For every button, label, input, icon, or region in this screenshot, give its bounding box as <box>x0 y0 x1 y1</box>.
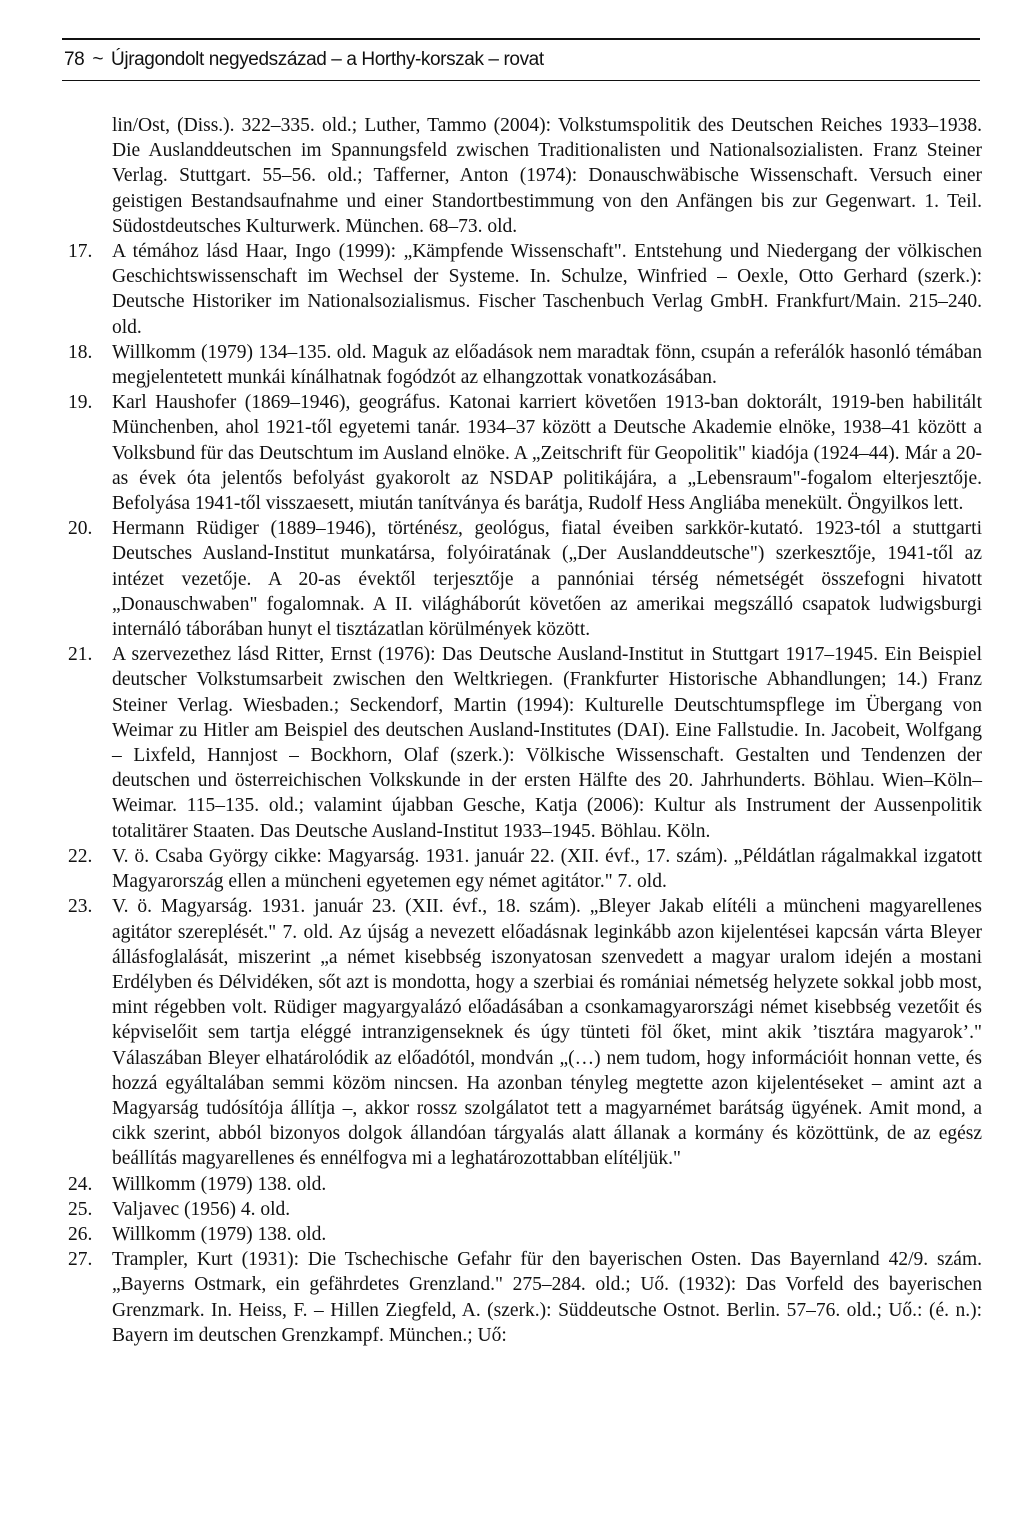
endnote-text: lin/Ost, (Diss.). 322–335. old.; Luther, Tammo (2004): Volkstumspolitik des Deutschen Reiches 1933–1938. Die Auslanddeutschen im Spannungsfeld zwischen Traditionalisten und Nationalsozialisten. Franz Steiner Verlag. Stuttgart. 55–56. old.; Tafferner, Anton (1974): Donauschwäbische Wissenschaft. Versuch einer geistigen Bestandsaufnahme und einer Standortbestimmung von den Anfängen bis zur Gegenwart. 1. Teil. Südostdeutsches Kulturwerk. München. 68–73. old. <box>112 115 982 237</box>
endnote-22 <box>68 844 982 894</box>
endnote-continued <box>68 113 982 239</box>
endnote-text: A témához lásd Haar, Ingo (1999): „Kämpfende Wissenschaft". Entstehung und Niedergang der völkischen Geschichtswissenschaft im Wechsel der Systeme. In. Schulze, Winfried – Oexle, Otto Gerhard (szerk.): Deutsche Historiker im Nationalsozialismus. Fischer Taschenbuch Verlag GmbH. Frankfurt/Main. 215–240. old. <box>112 241 982 338</box>
page-number: 78 <box>64 49 85 70</box>
endnote-text: Willkomm (1979) 134–135. old. Maguk az előadások nem maradtak fönn, csupán a referálók hasonló témában megjelentetett munkái kínálhatnak fogódzót az elhangzottak vonatkozásában. <box>112 341 982 389</box>
endnote-number: 20. <box>68 518 93 540</box>
endnote-number: 24. <box>68 1173 93 1195</box>
endnote-25 <box>68 1197 982 1222</box>
endnote-21 <box>68 642 982 844</box>
endnote-27 <box>68 1247 982 1348</box>
endnote-text: V. ö. Magyarság. 1931. január 23. (XII. évf., 18. szám). „Bleyer Jakab elítéli a müncheni magyarellenes agitátor szereplését." 7. old. Az újság a nevezett előadásnak leginkább azon kijelentései kapcsán várta Bleyer állásfoglalását, miszerint „a német kisebbség iszonyatosan szenvedett a magyar uralom idején a mostani Erdélyben és Délvidéken, sőt azt is mondotta, hogy a szerbiai és romániai németség helyzete sokkal jobb most, mint régebben volt. Rüdiger magyargyalázó előadásában a csonkamagyarországi német kisebbség vezetőit és képviselőit sem tartja eléggé intranzigenseknek és úgy tünteti föl őket, mint akik ’tisztára magyarok’." Válaszában Bleyer elhatárolódik az előadótól, mondván „(…) nem tudom, hogy információit honnan vette, és hozzá egyáltalában semmi közöm nincsen. Ha azonban tényleg megtette azon kijelentéseket – amint azt a Magyarság tudósítója állítja –, akkor rossz szolgálatot tett a magyarnémet barátság ügyének. Amit mond, a cikk szerint, abból bizonyos dolgok állandóan tárgyalás alatt állanak a kormány és közöttünk, de az egész beállítás magyarellenes és ennélfogva mi a leghatározottabban elítéljük." <box>112 896 982 1170</box>
endnote-20 <box>68 516 982 642</box>
endnote-text: Hermann Rüdiger (1889–1946), történész, geológus, fiatal éveiben sarkkör-kutató. 1923-tól a stuttgarti Deutsches Ausland-Institut munkatársa, folyóiratának („Der Auslanddeutsche") szerkesztője, 1941-től az intézet vezetője. A 20-as évektől terjesztője a pannóniai térség németségét összefogni hivatott „Donauschwaben" fogalomnak. A II. világháborút követően az amerikai megszálló csapatok ludwigsburgi internáló táborában hunyt el tisztázatlan körülmények között. <box>112 518 982 641</box>
endnote-18 <box>68 340 982 390</box>
endnote-26 <box>68 1222 982 1247</box>
endnote-number: 18. <box>68 341 93 363</box>
header-separator: ~ <box>92 49 104 70</box>
endnote-number: 19. <box>68 392 93 414</box>
endnote-text: A szervezethez lásd Ritter, Ernst (1976): Das Deutsche Ausland-Institut in Stuttgart 1917–1945. Ein Beispiel deutscher Volkstumsarbeit zwischen den Weltkriegen. (Frankfurter Historische Abhandlungen; 14.) Franz Steiner Verlag. Wiesbaden.; Seckendorf, Martin (1994): Kulturelle Deutschtumspflege im Übergang von Weimar zu Hitler am Beispiel des deutschen Ausland-Institutes (DAI). Eine Fallstudie. In. Jacobeit, Wolfgang – Lixfeld, Hannjost – Bockhorn, Olaf (szerk.): Völkische Wissenschaft. Gestalten und Tendenzen der deutschen und österreichischen Volkskunde in der ersten Hälfte des 20. Jahrhunderts. Böhlau. Wien–Köln–Weimar. 115–135. old.; valamint újabban Gesche, Katja (2006): Kultur als Instrument der Aussenpolitik totalitärer Staaten. Das Deutsche Ausland-Institut 1933–1945. Böhlau. Köln. <box>112 644 982 842</box>
endnote-number: 26. <box>68 1223 93 1245</box>
endnote-text: Valjavec (1956) 4. old. <box>112 1198 291 1220</box>
endnote-number: 23. <box>68 896 93 918</box>
endnotes-list <box>68 113 982 1348</box>
endnote-24 <box>68 1172 982 1197</box>
endnote-number: 17. <box>68 241 93 263</box>
endnote-text: Trampler, Kurt (1931): Die Tschechische Gefahr für den bayerischen Osten. Das Bayernland 42/9. szám. „Bayerns Ostmark, ein gefährdetes Grenzland." 275–284. old.; Uő. (1932): Das Vorfeld des bayerischen Grenzmark. In. Heiss, F. – Hillen Ziegfeld, A. (szerk.): Süddeutsche Ostnot. Berlin. 57–76. old.; Uő.: (é. n.): Bayern im deutschen Grenzkampf. München.; Uő: <box>112 1249 982 1346</box>
endnote-17 <box>68 239 982 340</box>
endnote-text: Willkomm (1979) 138. old. <box>112 1223 327 1245</box>
endnote-text: Willkomm (1979) 138. old. <box>112 1173 327 1195</box>
endnote-number: 25. <box>68 1198 93 1220</box>
endnote-number: 22. <box>68 845 93 867</box>
endnote-text: Karl Haushofer (1869–1946), geográfus. Katonai karriert követően 1913-ban doktorált, 1919-ben habilitált Münchenben, ahol 1921-től egyetemi tanár. 1934–37 között a Deutsche Akademie elnöke, 1938–41 között a Volksbund für das Deutschtum im Ausland elnöke. A „Zeitschrift für Geopolitik" kiadója (1924–44). Már a 20-as évek óta jelentős befolyást gyakorolt az NSDAP politikájára, a „Lebensraum"-fogalom elterjesztője. Befolyása 1941-től visszaesett, miután tanítványa és barátja, Rudolf Hess Angliába menekült. Öngyilkos lett. <box>112 392 982 515</box>
endnote-number: 21. <box>68 644 93 666</box>
endnote-23 <box>68 894 982 1171</box>
running-title: Újragondolt negyedszázad – a Horthy-korszak – rovat <box>111 49 544 70</box>
endnote-19 <box>68 390 982 516</box>
running-header <box>62 38 980 81</box>
endnote-text: V. ö. Csaba György cikke: Magyarság. 1931. január 22. (XII. évf., 17. szám). „Példátlan rágalmakkal izgatott Magyarország ellen a müncheni egyetemen egy német agitátor." 7. old. <box>112 845 982 893</box>
endnote-number: 27. <box>68 1249 93 1271</box>
